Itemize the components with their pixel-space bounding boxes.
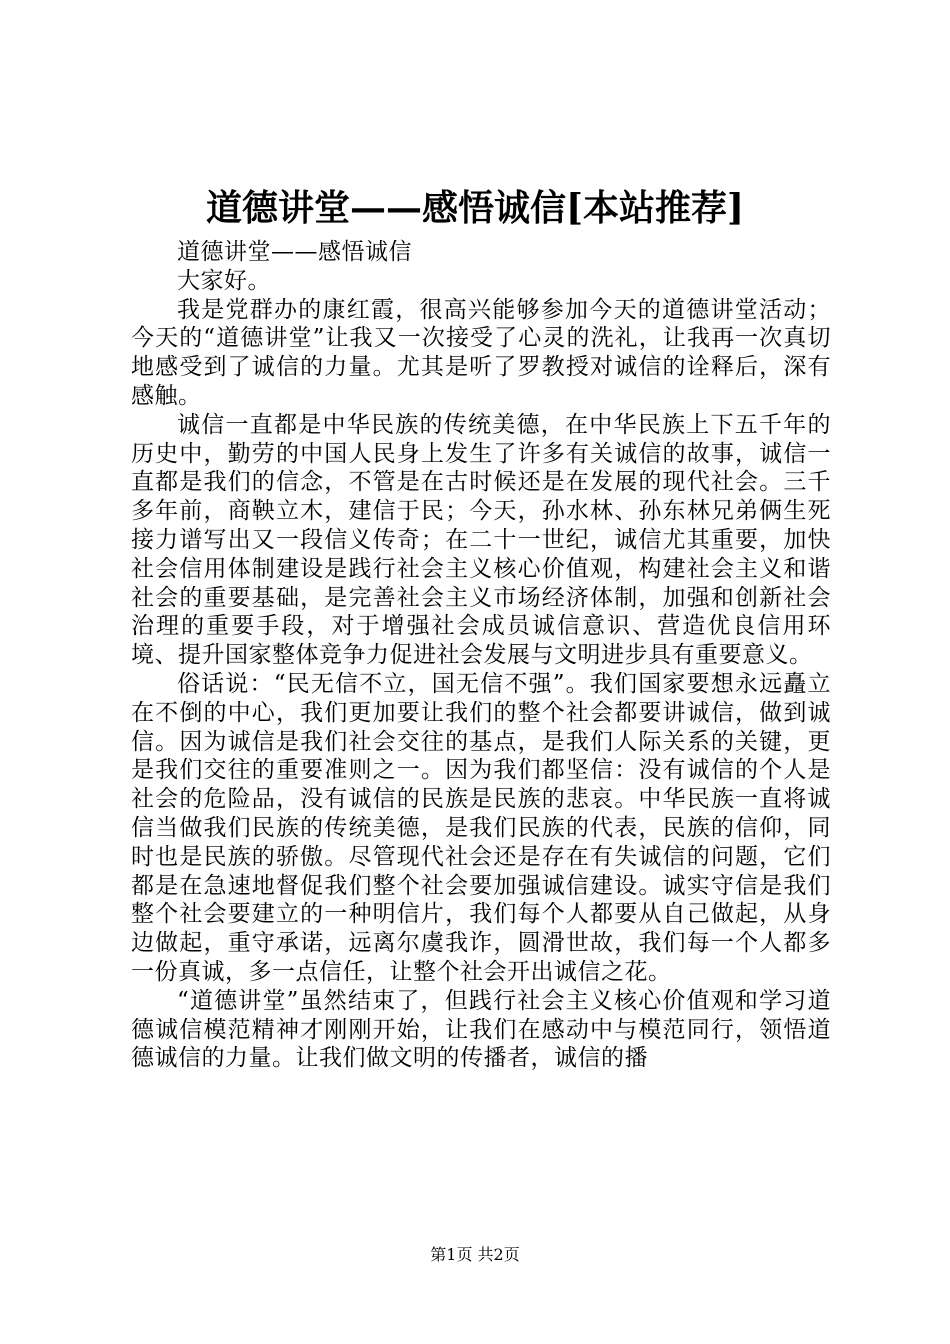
- paragraph: 我是党群办的康红霞，很高兴能够参加今天的道德讲堂活动；今天的“道德讲堂”让我又一次接受了心灵的洗礼，让我再一次真切地感受到了诚信的力量。尤其是听了罗教授对诚信的诠释后，深有感触。: [131, 296, 831, 409]
- paragraph: 俗话说：“民无信不立，国无信不强”。我们国家要想永远矗立在不倒的中心，我们更加要让我们的整个社会都要讲诚信，做到诚信。因为诚信是我们社会交往的基点，是我们人际关系的关键，更是我们交往的重要准则之一。因为我们都坚信：没有诚信的个人是社会的危险品，没有诚信的民族是民族的悲哀。中华民族一直将诚信当做我们民族的传统美德，是我们民族的代表，民族的信仰，同时也是民族的骄傲。尽管现代社会还是存在有失诚信的问题，它们都是在急速地督促我们整个社会要加强诚信建设。诚实守信是我们整个社会要建立的一种明信片，我们每个人都要从自己做起，从身边做起，重守承诺，远离尔虞我诈，圆滑世故，我们每一个人都多一份真诚，多一点信任，让整个社会开出诚信之花。: [131, 670, 831, 985]
- paragraph-greeting: 大家好。: [177, 267, 271, 294]
- document-body: [131, 238, 831, 1073]
- paragraph: “道德讲堂”虽然结束了，但践行社会主义核心价值观和学习道德诚信模范精神才刚刚开始，让我们在感动中与模范同行，领悟道德诚信的力量。让我们做文明的传播者，诚信的播: [131, 987, 831, 1072]
- document-title: 道德讲堂——感悟诚信[本站推荐]: [205, 187, 745, 229]
- page-number-footer: 第1页 共2页: [430, 1245, 520, 1264]
- paragraph: 诚信一直都是中华民族的传统美德，在中华民族上下五千年的历史中，勤劳的中国人民身上发生了许多有关诚信的故事，诚信一直都是我们的信念，不管是在古时候还是在发展的现代社会。三千多年前，商鞅立木，建信于民；今天，孙水林、孙东林兄弟俩生死接力谱写出又一段信义传奇；在二十一世纪，诚信尤其重要，加快社会信用体制建设是践行社会主义核心价值观，构建社会主义和谐社会的重要基础，是完善社会主义市场经济体制，加强和创新社会治理的重要手段，对于增强社会成员诚信意识、营造优良信用环境、提升国家整体竞争力促进社会发展与文明进步具有重要意义。: [131, 411, 831, 669]
- paragraph-heading: 道德讲堂——感悟诚信: [177, 239, 412, 265]
